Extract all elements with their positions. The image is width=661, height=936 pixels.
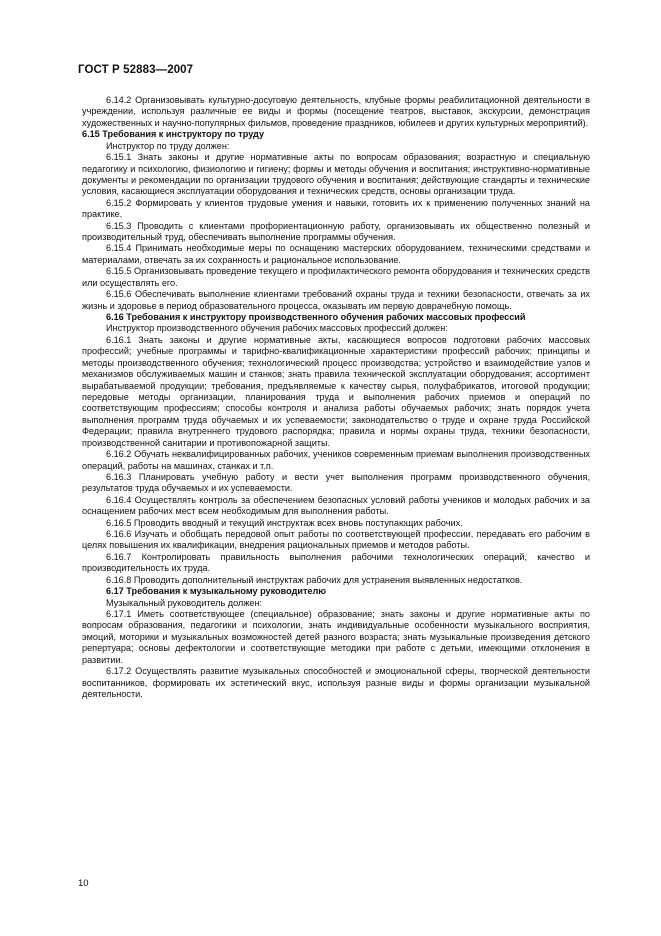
paragraph: Инструктор по труду должен: (106, 140, 230, 151)
standard-header: ГОСТ Р 52883—2007 (78, 64, 194, 76)
section-heading: 6.17 Требования к музыкальному руководителю (106, 586, 327, 597)
paragraph: Инструктор производственного обучения рабочих массовых профессий должен: (106, 323, 448, 334)
paragraph: 6.16.8 Проводить дополнительный инструктаж рабочих для устранения выявленных недостатков. (106, 574, 523, 585)
paragraph: 6.17.2 Осуществлять развитие музыкальных способностей и эмоциональной сферы, творческой деятельности воспитанников, формировать их эстетический вкус, используя разные виды и формы организации музыкальной деятельности. (82, 666, 590, 699)
paragraph: 6.15.3 Проводить с клиентами профориентационную работу, организовывать их общественно полезный и производительный труд, обеспечивать выполнение программы обучения. (82, 220, 590, 243)
section-heading: 6.15 Требования к инструктору по труду (82, 129, 265, 140)
paragraph: 6.14.2 Организовывать культурно-досуговую деятельность, клубные формы реабилитационной деятельности в учреждении, используя различные ее виды и формы (посещение театров, выставок, экскурсии, демонстрация художественных и научно-популярных фильмов, проведение праздников, юбилеев и других культурных мероприятий). (82, 95, 590, 128)
paragraph: 6.16.4 Осуществлять контроль за обеспечением безопасных условий работы учеников и молодых рабочих и за оснащением рабочих мест всем необходимым для выполнения работы. (82, 494, 590, 517)
paragraph: 6.16.3 Планировать учебную работу и вести учет выполнения программ производственного обучения, результатов труда обучаемых и их успеваемости. (82, 471, 590, 494)
paragraph: 6.16.6 Изучать и обобщать передовой опыт работы по соответствующей профессии, передавать его рабочим в целях повышения их квалификации, внедрения рациональных приемов и методов работы. (82, 529, 590, 551)
document-body (82, 95, 590, 700)
paragraph: 6.15.2 Формировать у клиентов трудовые умения и навыки, готовить их к применению полученных знаний на практике. (82, 197, 590, 220)
page-number: 10 (78, 878, 89, 889)
paragraph: 6.15.1 Знать законы и другие нормативные акты по вопросам образования; возрастную и специальную педагогику и психологию, физиологию и гигиену; формы и методы обучения и воспитания; инструктивно-нормативные документы и рекомендации по организации трудового обучения и воспитания; действующие стандарты и технические условия, касающиеся эксплуатации оборудования и технических средств, основы организации труда. (82, 152, 590, 197)
section-heading: 6.16 Требования к инструктору производственного обучения рабочих массовых профессий (106, 312, 526, 323)
paragraph: 6.16.1 Знать законы и другие нормативные акты, касающиеся вопросов подготовки рабочих массовых профессий; учебные программы и тарифно-квалификационные характеристики профессий рабочих; принципы и методы производственного обучения; технологический процесс производства; устройство и взаимодействие узлов и механизмов обслуживаемых машин и станков; знать правила технической эксплуатации оборудования; ассортимент вырабатываемой продукции; требования, предъявляемые к качеству сырья, полуфабрикатов, итоговой продукции; передовые методы организации, планирования труда и выполнения рабочих приемов и операций по соответствующим профессиям; способы контроля и анализа работы обучаемых рабочих; знать порядок учета выполнения программ труда обучаемых и их успеваемости; законодательство о труде и охране труда Российской Федерации; правила внутреннего трудового распорядка; правила и нормы охраны труда, техники безопасности, производственной санитарии и противопожарной защиты. (82, 334, 590, 448)
paragraph: 6.15.5 Организовывать проведение текущего и профилактического ремонта оборудования и технических средств или осуществлять его. (82, 266, 590, 288)
paragraph: Музыкальный руководитель должен: (106, 597, 263, 608)
paragraph: 6.16.2 Обучать неквалифицированных рабочих, учеников современным приемам выполнения производственных операций, работы на машинах, станках и т.п. (82, 449, 590, 471)
paragraph: 6.16.7 Контролировать правильность выполнения рабочими технологических операций, качество и производительность их труда. (82, 551, 590, 574)
paragraph: 6.17.1 Иметь соответствующее (специальное) образование; знать законы и другие нормативные акты по вопросам образования, педагогики и психологии, знать индивидуальные особенности музыкального восприятия, эмоций, моторики и музыкальных возможностей детей разного возраста; знать музыкальные произведения детского репертуара; основы дефектологии и соответствующие методики при работе с детьми, имеющими отклонения в развитии. (82, 608, 590, 665)
paragraph: 6.15.6 Обеспечивать выполнение клиентами требований охраны труда и техники безопасности, отвечать за их жизнь и здоровье в период образовательного процесса, оказывать им первую доврачебную помощь. (82, 289, 590, 311)
paragraph: 6.16.5 Проводить вводный и текущий инструктаж всех вновь поступающих рабочих. (106, 517, 463, 528)
paragraph: 6.15.4 Принимать необходимые меры по оснащению мастерских оборудованием, техническими средствами и материалами, отвечать за их сохранность и рациональное использование. (82, 243, 590, 265)
